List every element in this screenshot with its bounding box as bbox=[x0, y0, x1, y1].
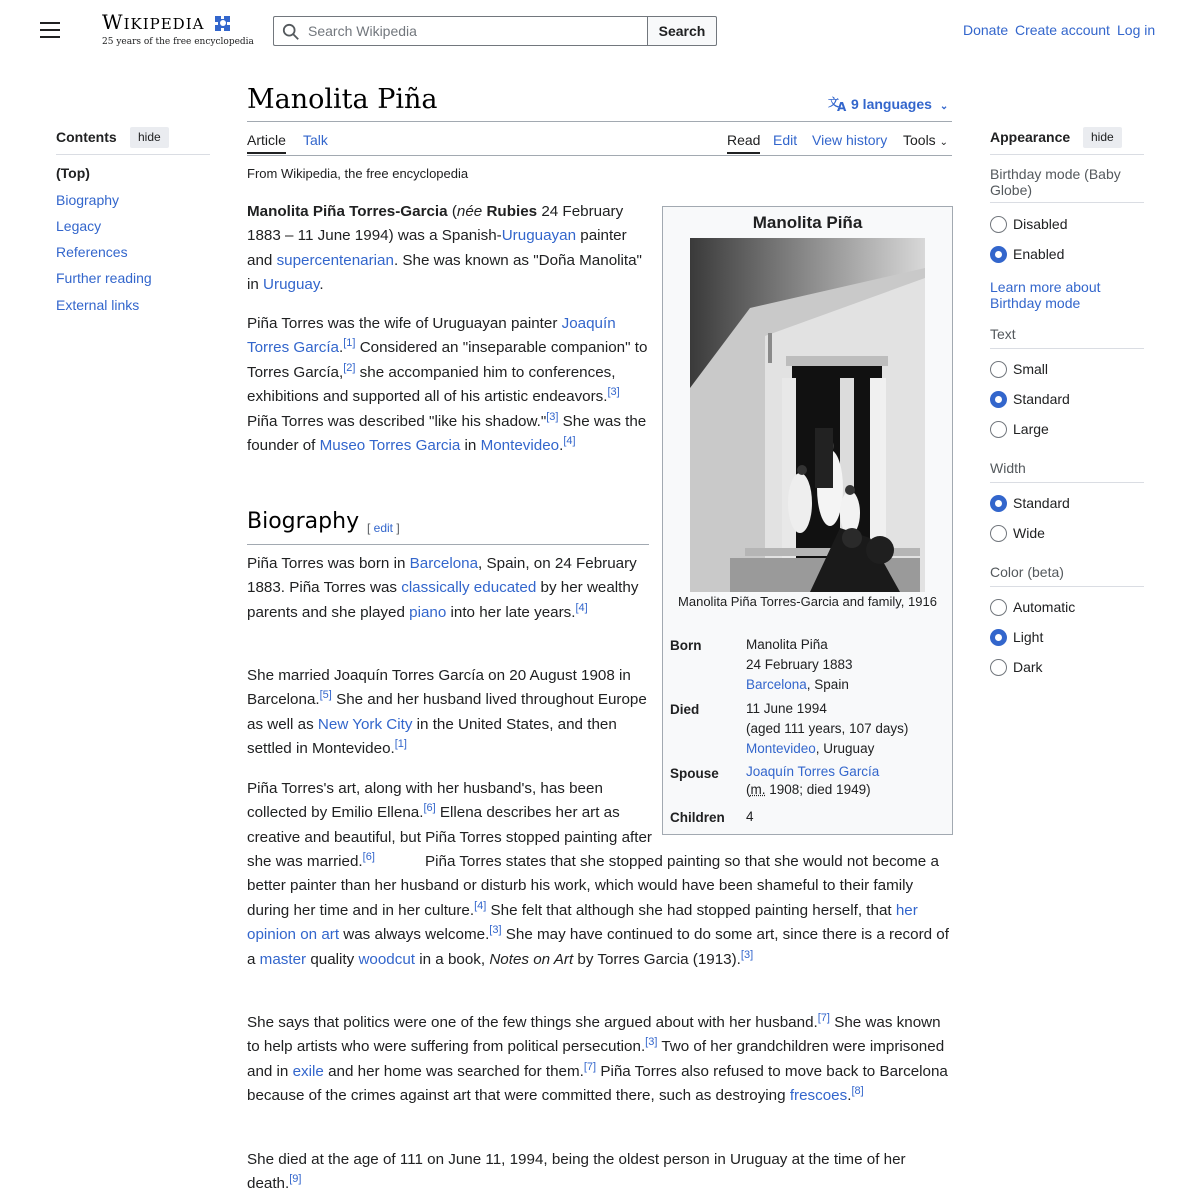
radio-text-small[interactable] bbox=[990, 361, 1007, 378]
citation[interactable]: [9] bbox=[289, 1173, 302, 1186]
infobox-caption: Manolita Piña Torres-Garcia and family, 1916 bbox=[678, 594, 937, 609]
search-icon bbox=[282, 23, 300, 41]
toc-item-top[interactable]: (Top) bbox=[56, 165, 90, 181]
family-photo-illustration bbox=[690, 238, 925, 592]
bio-paragraph-3a: Piña Torres's art, along with her husband's, has been collected by Emilio Ellena.[6] Ellena describes her art as creative and beautiful, but Piña Torres stopped painting after she was married.[6] bbox=[247, 780, 652, 871]
radio-label-small[interactable]: Small bbox=[1013, 361, 1049, 377]
radio-width-wide[interactable] bbox=[990, 525, 1007, 542]
text-size-label: Text bbox=[990, 326, 1016, 342]
married-abbr: m. bbox=[750, 782, 766, 797]
infobox-value-children: 4 bbox=[746, 809, 754, 824]
link-classically-educated[interactable]: classically educated bbox=[401, 579, 537, 597]
citation[interactable]: [2] bbox=[343, 361, 356, 374]
toc-item-references[interactable]: References bbox=[56, 244, 128, 260]
infobox-value-born bbox=[746, 635, 853, 695]
died-age: (aged 111 years, 107 days) bbox=[746, 721, 909, 736]
language-count: 9 languages bbox=[851, 96, 932, 112]
died-date: 11 June 1994 bbox=[746, 701, 827, 716]
toc-item-further-reading[interactable]: Further reading bbox=[56, 270, 152, 286]
infobox-label-children: Children bbox=[670, 810, 725, 825]
section-edit-link[interactable]: [ edit ] bbox=[367, 521, 400, 535]
tab-edit[interactable]: Edit bbox=[773, 132, 798, 148]
group-divider bbox=[990, 586, 1144, 587]
group-divider bbox=[990, 348, 1144, 349]
puzzle-globe-icon bbox=[212, 12, 234, 34]
born-place-country: , Spain bbox=[806, 677, 849, 692]
infobox-label-born: Born bbox=[670, 638, 702, 653]
link-montevideo[interactable]: Montevideo bbox=[480, 437, 560, 455]
citation[interactable]: [3] bbox=[740, 948, 754, 961]
appearance-divider bbox=[990, 154, 1144, 155]
width-label: Width bbox=[990, 460, 1026, 476]
chevron-down-icon: ⌄ bbox=[939, 137, 948, 148]
wikipedia-logo[interactable] bbox=[102, 10, 204, 34]
citation[interactable]: [7] bbox=[583, 1060, 597, 1073]
link-uruguayan[interactable]: Uruguayan bbox=[501, 227, 577, 245]
bio-paragraph-1: Piña Torres was born in Barcelona, Spain, on 24 February 1883. Piña Torres was classically educated by her wealthy parents and she played piano into her late years.[4] bbox=[247, 555, 639, 621]
bio-paragraph-2: She married Joaquín Torres García on 20 August 1908 in Barcelona.[5] She and her husband lived throughout Europe as well as New York City in the United States, and then settled in Montevideo.[1] bbox=[247, 667, 647, 758]
title-divider bbox=[247, 121, 952, 122]
infobox-photo[interactable] bbox=[690, 238, 925, 592]
radio-color-dark[interactable] bbox=[990, 659, 1007, 676]
radio-label-standard[interactable]: Standard bbox=[1013, 391, 1070, 407]
learn-more-birthday-link[interactable]: Learn more about Birthday mode bbox=[990, 279, 1101, 311]
link-her-opinion-on-art[interactable]: her opinion on art bbox=[247, 901, 918, 944]
marriage-detail: 1908; died 1949) bbox=[765, 782, 871, 797]
svg-text:文: 文 bbox=[828, 96, 839, 109]
search-input[interactable] bbox=[306, 22, 636, 40]
link-museo-torres-garcia[interactable]: Museo Torres Garcia bbox=[319, 437, 461, 455]
log-in-link[interactable]: Log in bbox=[1117, 22, 1156, 38]
link-joaquin-torres-garcia[interactable]: Joaquín Torres García bbox=[247, 315, 616, 357]
citation[interactable]: [7] bbox=[817, 1011, 830, 1024]
link-piano[interactable]: piano bbox=[409, 603, 447, 621]
born-place bbox=[746, 675, 853, 695]
radio-label-light[interactable]: Light bbox=[1013, 629, 1044, 645]
create-account-link[interactable]: Create account bbox=[1015, 22, 1110, 38]
section-heading-biography: Biography bbox=[247, 509, 360, 534]
radio-label-large[interactable]: Large bbox=[1013, 421, 1049, 437]
radio-label-width-standard[interactable]: Standard bbox=[1013, 495, 1070, 511]
radio-label-enabled[interactable]: Enabled bbox=[1013, 246, 1065, 262]
svg-text:A: A bbox=[837, 100, 847, 112]
infobox bbox=[662, 206, 953, 835]
radio-label-disabled[interactable]: Disabled bbox=[1013, 216, 1068, 232]
radio-text-large[interactable] bbox=[990, 421, 1007, 438]
appearance-hide-button[interactable]: hide bbox=[1083, 127, 1122, 148]
radio-birthday-enabled[interactable] bbox=[990, 246, 1007, 263]
logo-wordmark: WIKIPEDIA bbox=[102, 10, 205, 34]
radio-label-dark[interactable]: Dark bbox=[1013, 659, 1043, 675]
born-date: 24 February 1883 bbox=[746, 657, 853, 672]
logo-tagline: 25 years of the free encyclopedia bbox=[102, 37, 254, 47]
appearance-heading: Appearance bbox=[990, 129, 1071, 145]
group-divider bbox=[990, 202, 1144, 203]
citation[interactable]: [8] bbox=[851, 1085, 864, 1098]
chevron-down-icon: ⌄ bbox=[939, 101, 949, 112]
citation[interactable]: [3] bbox=[645, 1036, 658, 1049]
died-place bbox=[746, 739, 908, 759]
main-menu-icon[interactable] bbox=[40, 22, 60, 40]
citation[interactable]: [4] bbox=[575, 601, 588, 614]
radio-color-light[interactable] bbox=[990, 629, 1007, 646]
link-born-place[interactable]: Barcelona bbox=[746, 677, 807, 692]
citation[interactable]: [6] bbox=[362, 851, 375, 864]
citation[interactable]: [1] bbox=[343, 337, 356, 350]
link-died-place[interactable]: Montevideo bbox=[746, 741, 816, 756]
link-uruguay[interactable]: Uruguay bbox=[263, 276, 320, 294]
radio-label-automatic[interactable]: Automatic bbox=[1013, 599, 1076, 615]
lead-paragraph-2: Piña Torres was the wife of Uruguayan painter Joaquín Torres García.[1] Considered an "inseparable companion" to Torres García,[2] she accompanied him to conferences, exhibitions and supported all of his artistic endeavors.[3] Piña Torres was described "like his shadow."[3] She was the founder of Museo Torres Garcia in Montevideo.[4] bbox=[247, 315, 648, 455]
language-button[interactable] bbox=[828, 94, 948, 112]
toc-item-legacy[interactable]: Legacy bbox=[56, 218, 102, 234]
page-title: Manolita Piña bbox=[247, 84, 438, 115]
translate-icon bbox=[828, 94, 848, 112]
section-divider bbox=[247, 544, 649, 545]
infobox-value-died bbox=[746, 699, 908, 759]
infobox-title: Manolita Piña bbox=[752, 213, 863, 232]
link-woodcut[interactable]: woodcut bbox=[358, 950, 416, 968]
tab-view-history[interactable]: View history bbox=[812, 132, 888, 148]
link-spouse[interactable]: Joaquín Torres García bbox=[746, 764, 880, 779]
bio-paragraph-4: She says that politics were one of the few things she argued about with her husband.[7] She was known to help artists who were suffering from political persecution.[3] Two of her grandchildren were imprisoned and in exile and her home was searched for them.[7] Piña Torres also refused to move back to Barcelona because of the crimes against art that were committed there, such as destroying frescoes.[8] bbox=[247, 1011, 948, 1105]
search-field[interactable] bbox=[273, 16, 648, 46]
link-barcelona[interactable]: Barcelona bbox=[409, 555, 479, 572]
bio-paragraph-5: She died at the age of 111 on June 11, 1994, being the oldest person in Uruguay at the time of her death.[9] bbox=[247, 1151, 906, 1193]
birthday-mode-label: Birthday mode (Baby Globe) bbox=[990, 166, 1121, 198]
radio-label-wide[interactable]: Wide bbox=[1013, 525, 1045, 541]
citation[interactable]: [1] bbox=[394, 738, 407, 751]
toc-divider bbox=[56, 154, 210, 155]
infobox-label-died: Died bbox=[670, 702, 700, 717]
toc-hide-button[interactable]: hide bbox=[130, 127, 169, 148]
toc-heading: Contents bbox=[56, 129, 117, 145]
citation[interactable]: [4] bbox=[474, 899, 487, 912]
citation[interactable]: [3] bbox=[546, 410, 559, 423]
died-place-country: , Uruguay bbox=[815, 741, 875, 756]
citation[interactable]: [3] bbox=[607, 386, 620, 399]
citation[interactable]: [6] bbox=[423, 802, 436, 815]
radio-width-standard[interactable] bbox=[990, 495, 1007, 512]
group-divider bbox=[990, 482, 1144, 483]
tools-menu[interactable] bbox=[903, 132, 948, 148]
donate-link[interactable]: Donate bbox=[963, 22, 1009, 38]
radio-birthday-disabled[interactable] bbox=[990, 216, 1007, 233]
citation[interactable]: [4] bbox=[563, 434, 576, 447]
infobox-label-spouse: Spouse bbox=[670, 766, 719, 781]
link-master[interactable]: master bbox=[259, 950, 307, 968]
tab-read[interactable]: Read bbox=[727, 132, 760, 154]
born-name: Manolita Piña bbox=[746, 637, 828, 652]
link-supercentenarian[interactable]: supercentenarian bbox=[276, 251, 394, 269]
tab-talk[interactable]: Talk bbox=[303, 132, 328, 148]
site-subtitle: From Wikipedia, the free encyclopedia bbox=[247, 166, 469, 181]
link-exile[interactable]: exile bbox=[292, 1062, 324, 1080]
section-edit-label[interactable]: edit bbox=[373, 521, 394, 535]
radio-text-standard[interactable] bbox=[990, 391, 1007, 408]
color-label: Color (beta) bbox=[990, 564, 1064, 580]
citation[interactable]: [3] bbox=[489, 924, 502, 937]
search-button[interactable]: Search bbox=[647, 16, 717, 46]
toc-item-biography[interactable]: Biography bbox=[56, 192, 120, 208]
tab-article[interactable]: Article bbox=[247, 132, 286, 154]
tab-divider bbox=[247, 155, 952, 156]
citation[interactable]: [5] bbox=[319, 689, 332, 702]
link-frescoes[interactable]: frescoes bbox=[789, 1087, 848, 1105]
lead-paragraph-1: Manolita Piña Torres-Garcia (née Rubies 24 February 1883 – 11 June 1994) was a Spanish-Uruguayan painter and supercentenarian. She was known as "Doña Manolita" in Uruguay. bbox=[247, 203, 642, 294]
bio-paragraph-3b: Piña Torres states that she stopped painting so that she would not become a better painter than her husband or disturb his work, which would have been shameful to their family during her time and in her culture.[4] She felt that although she had stopped painting herself, that her opinion on art was always welcome.[3] She may have continued to do some art, since there is a record of a master quality woodcut in a book, Notes on Art by Torres Garcia (1913).[3] bbox=[247, 853, 949, 968]
tools-label: Tools bbox=[903, 132, 936, 148]
link-new-york-city[interactable]: New York City bbox=[317, 715, 413, 733]
spouse-marriage: (m. 1908; died 1949) bbox=[746, 782, 871, 797]
infobox-value-spouse bbox=[746, 763, 879, 799]
radio-color-automatic[interactable] bbox=[990, 599, 1007, 616]
toc-item-external-links[interactable]: External links bbox=[56, 297, 140, 313]
